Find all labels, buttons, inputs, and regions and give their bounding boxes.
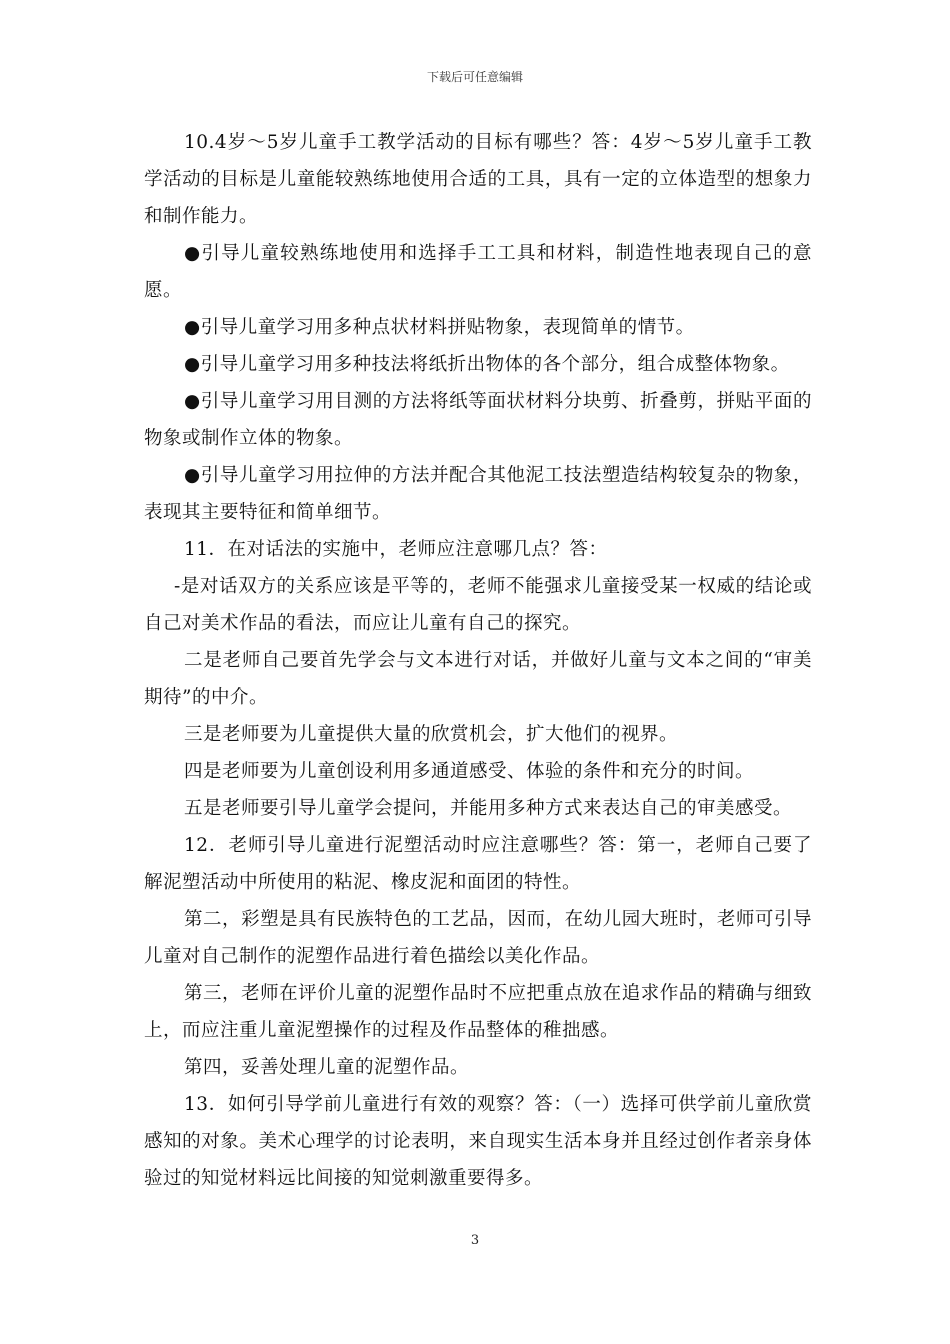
page-number: 3 (470, 1233, 480, 1248)
paragraph: 13．如何引导学前儿童进行有效的观察？答：（一）选择可供学前儿童欣赏感知的对象。美术心理学的讨论表明，来自现实生活本身并且经过创作者亲身体验过的知觉材料远比间接的知觉刺激重要得多。 (144, 1094, 812, 1189)
document-body (144, 124, 812, 1197)
paragraph: ●引导儿童较熟练地使用和选择手工工具和材料，制造性地表现自己的意愿。 (144, 243, 812, 301)
paragraph: ●引导儿童学习用多种技法将纸折出物体的各个部分，组合成整体物象。 (184, 354, 790, 375)
paragraph: 五是老师要引导儿童学会提问，并能用多种方式来表达自己的审美感受。 (184, 798, 793, 819)
paragraph: 四是老师要为儿童创设利用多通道感受、体验的条件和充分的时间。 (184, 761, 755, 782)
paragraph: ●引导儿童学习用多种点状材料拼贴物象，表现简单的情节。 (184, 317, 695, 338)
paragraph: -是对话双方的关系应该是平等的，老师不能强求儿童接受某一权威的结论或自己对美术作品的看法，而应让儿童有自己的探究。 (144, 576, 812, 634)
paragraph: 11．在对话法的实施中，老师应注意哪几点？答： (184, 539, 608, 560)
paragraph: 第四，妥善处理儿童的泥塑作品。 (184, 1057, 470, 1078)
paragraph: 10.4岁～5岁儿童手工教学活动的目标有哪些？答：4岁～5岁儿童手工教学活动的目标是儿童能较熟练地使用合适的工具，具有一定的立体造型的想象力和制作能力。 (144, 132, 812, 227)
paragraph: 第三，老师在评价儿童的泥塑作品时不应把重点放在追求作品的精确与细致上，而应注重儿童泥塑操作的过程及作品整体的稚拙感。 (144, 983, 812, 1041)
page-header: 下载后可任意编辑 (426, 70, 523, 84)
paragraph: ●引导儿童学习用目测的方法将纸等面状材料分块剪、折叠剪，拼贴平面的物象或制作立体的物象。 (144, 391, 812, 449)
paragraph: 12．老师引导儿童进行泥塑活动时应注意哪些？答：第一，老师自己要了解泥塑活动中所使用的粘泥、橡皮泥和面团的特性。 (144, 835, 812, 893)
paragraph: 二是老师自己要首先学会与文本进行对话，并做好儿童与文本之间的“审美期待”的中介。 (144, 650, 812, 708)
paragraph: ●引导儿童学习用拉伸的方法并配合其他泥工技法塑造结构较复杂的物象，表现其主要特征和简单细节。 (144, 465, 812, 523)
paragraph: 三是老师要为儿童提供大量的欣赏机会，扩大他们的视界。 (184, 724, 679, 745)
paragraph: 第二，彩塑是具有民族特色的工艺品，因而，在幼儿园大班时，老师可引导儿童对自己制作的泥塑作品进行着色描绘以美化作品。 (144, 909, 812, 967)
